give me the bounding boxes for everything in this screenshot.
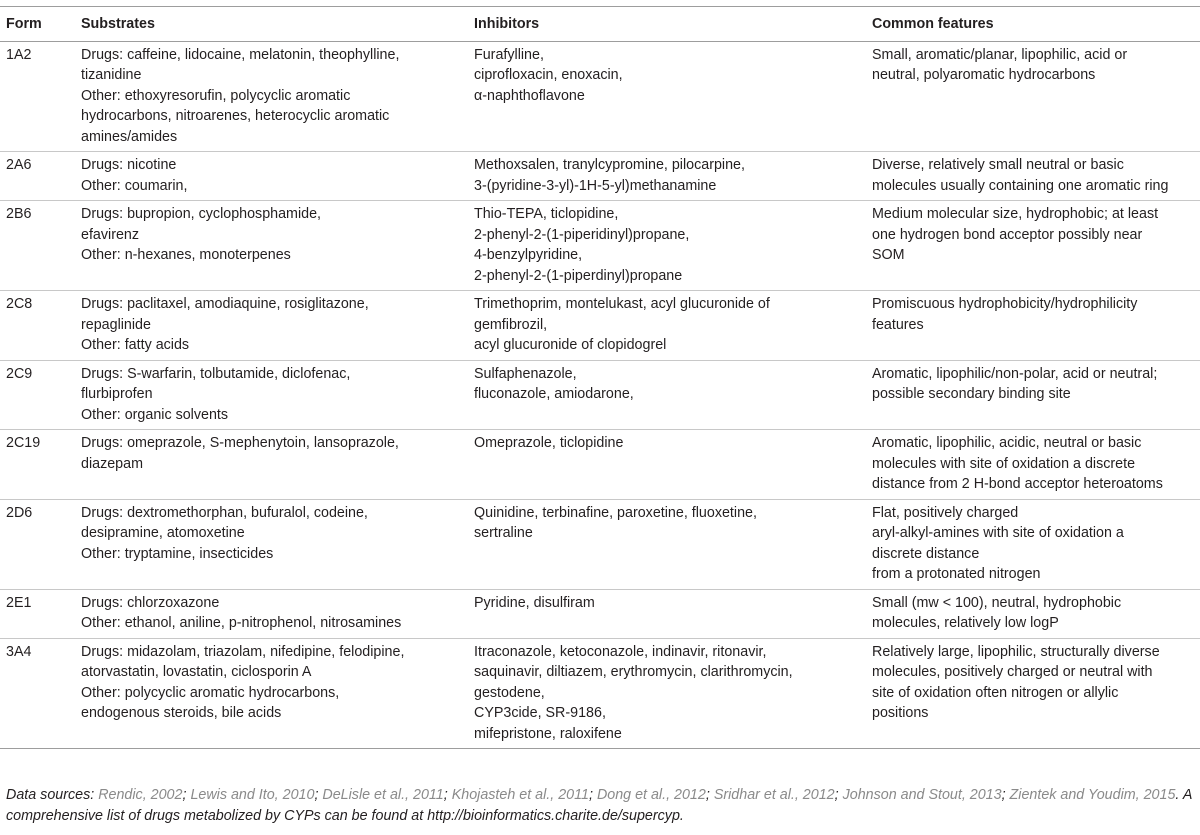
cell-common-features <box>866 201 1200 291</box>
cell-common-features <box>866 430 1200 500</box>
reference-link[interactable]: Khojasteh et al., 2011 <box>451 787 589 803</box>
cell-line: molecules with site of oxidation a discrete <box>872 455 1136 472</box>
cell-substrates <box>75 41 468 152</box>
cell-line: Furafylline, <box>474 46 544 63</box>
cell-form: 2C19 <box>6 435 41 451</box>
cell-line: desipramine, atomoxetine <box>81 525 245 541</box>
cell-line: sertraline <box>474 525 533 541</box>
cell-common-features <box>866 499 1200 589</box>
table-row <box>0 638 1200 749</box>
cell-line: Drugs: S-warfarin, tolbutamide, diclofenac, <box>81 365 351 382</box>
reference-separator: ; <box>314 787 319 803</box>
cell-common-features <box>866 360 1200 430</box>
cell-line: Omeprazole, ticlopidine <box>474 435 624 451</box>
cell-line: Small, aromatic/planar, lipophilic, acid or <box>872 46 1128 63</box>
cell-line: Trimethoprim, montelukast, acyl glucuronide of <box>474 296 770 312</box>
cell-form: 1A2 <box>6 46 32 63</box>
cell-substrates <box>75 291 468 361</box>
footnote-tail: A comprehensive list of drugs metabolized by CYPs can be found at http://bioinformatics.charite.de/supercyp. <box>6 787 1192 824</box>
cell-line: possible secondary binding site <box>872 386 1071 402</box>
cell-substrates <box>75 360 468 430</box>
cell-line: from a protonated nitrogen <box>872 566 1041 582</box>
cell-line: Other: polycyclic aromatic hydrocarbons, <box>81 684 340 701</box>
header-inhibitors: Inhibitors <box>474 16 540 32</box>
cell-line: amines/amides <box>81 128 178 145</box>
header-form: Form <box>6 16 42 32</box>
cell-line: neutral, polyaromatic hydrocarbons <box>872 67 1096 83</box>
cell-line: efavirenz <box>81 226 140 243</box>
cell-substrates <box>75 201 468 291</box>
cell-line: Drugs: dextromethorphan, bufuralol, codeine, <box>81 504 368 521</box>
cell-line: Diverse, relatively small neutral or basic <box>872 157 1124 173</box>
cell-line: flurbiprofen <box>81 386 153 402</box>
cell-line: 2-phenyl-2-(1-piperdinyl)propane <box>474 267 683 284</box>
cell-line: Drugs: chlorzoxazone <box>81 594 220 611</box>
header-row <box>0 7 1200 42</box>
cell-form: 2B6 <box>6 206 32 222</box>
cell-line: fluconazole, amiodarone, <box>474 386 634 402</box>
cell-line: aryl-alkyl-amines with site of oxidation a <box>872 525 1124 541</box>
cell-line: SOM <box>872 247 905 263</box>
cell-line: Other: coumarin, <box>81 177 188 194</box>
cell-line: acyl glucuronide of clopidogrel <box>474 337 667 353</box>
cell-line: repaglinide <box>81 316 151 333</box>
cell-line: features <box>872 316 924 333</box>
table-row <box>0 152 1200 201</box>
cell-common-features <box>866 589 1200 638</box>
cyp-table <box>0 6 1200 749</box>
cell-line: Methoxsalen, tranylcypromine, pilocarpine, <box>474 157 745 173</box>
cell-form: 2D6 <box>6 504 33 521</box>
cell-line: Other: n-hexanes, monoterpenes <box>81 247 291 263</box>
cell-line: Quinidine, terbinafine, paroxetine, fluoxetine, <box>474 504 757 521</box>
header-common-features: Common features <box>872 16 994 32</box>
cell-inhibitors <box>468 430 866 500</box>
cell-form: 3A4 <box>6 643 32 660</box>
cell-line: one hydrogen bond acceptor possibly near <box>872 226 1143 243</box>
cell-line: Other: fatty acids <box>81 337 190 353</box>
table-row <box>0 291 1200 361</box>
cell-line: Small (mw < 100), neutral, hydrophobic <box>872 594 1122 611</box>
cell-line: Aromatic, lipophilic, acidic, neutral or basic <box>872 435 1142 451</box>
cell-form: 2C8 <box>6 296 33 312</box>
cell-line: Other: organic solvents <box>81 406 229 423</box>
cell-line: Other: ethoxyresorufin, polycyclic aromatic <box>81 87 351 104</box>
cell-line: Drugs: omeprazole, S-mephenytoin, lansoprazole, <box>81 435 399 451</box>
reference-link[interactable]: Rendic, 2002 <box>98 787 183 803</box>
reference-link[interactable]: DeLisle et al., 2011 <box>322 787 444 803</box>
reference-separator: ; <box>1001 787 1006 803</box>
cell-line: Promiscuous hydrophobicity/hydrophilicity <box>872 296 1138 312</box>
table-row <box>0 360 1200 430</box>
cell-line: positions <box>872 705 929 721</box>
cell-line: endogenous steroids, bile acids <box>81 705 282 721</box>
cell-line: molecules, relatively low logP <box>872 615 1059 631</box>
cell-line: Medium molecular size, hydrophobic; at least <box>872 206 1159 222</box>
reference-separator: ; <box>588 787 593 803</box>
cell-form: 2C9 <box>6 365 33 382</box>
cell-line: distance from 2 H-bond acceptor heteroatoms <box>872 476 1163 492</box>
cell-line: Flat, positively charged <box>872 504 1019 521</box>
cell-line: tizanidine <box>81 67 142 83</box>
header-substrates: Substrates <box>81 16 155 32</box>
table-row <box>0 589 1200 638</box>
cell-form: 2E1 <box>6 594 32 611</box>
reference-separator: ; <box>443 787 448 803</box>
reference-separator: . <box>1175 787 1180 803</box>
cell-inhibitors <box>468 589 866 638</box>
cell-line: Relatively large, lipophilic, structurally diverse <box>872 643 1160 660</box>
cell-substrates <box>75 430 468 500</box>
cell-line: 3-(pyridine-3-yl)-1H-5-yl)methanamine <box>474 177 717 194</box>
cell-inhibitors <box>468 499 866 589</box>
reference-separator: ; <box>705 787 710 803</box>
cell-inhibitors <box>468 41 866 152</box>
cell-line: CYP3cide, SR-9186, <box>474 705 606 721</box>
cell-common-features <box>866 638 1200 749</box>
cell-line: 2-phenyl-2-(1-piperidinyl)propane, <box>474 226 690 243</box>
cell-line: Drugs: caffeine, lidocaine, melatonin, theophylline, <box>81 46 400 63</box>
cell-inhibitors <box>468 360 866 430</box>
reference-separator: ; <box>834 787 839 803</box>
cell-line: 4-benzylpyridine, <box>474 247 583 263</box>
cell-line: Sulfaphenazole, <box>474 365 577 382</box>
cell-inhibitors <box>468 638 866 749</box>
reference-link[interactable]: Zientek and Youdim, 2015 <box>1009 787 1176 803</box>
reference-link[interactable]: Lewis and Ito, 2010 <box>190 787 315 803</box>
cell-common-features <box>866 291 1200 361</box>
cell-line: discrete distance <box>872 545 980 562</box>
cell-line: ciprofloxacin, enoxacin, <box>474 67 623 83</box>
cell-common-features <box>866 152 1200 201</box>
cell-line: Drugs: paclitaxel, amodiaquine, rosiglitazone, <box>81 296 369 312</box>
cell-inhibitors <box>468 152 866 201</box>
cell-line: site of oxidation often nitrogen or allylic <box>872 684 1119 701</box>
cell-line: molecules, positively charged or neutral with <box>872 664 1153 680</box>
cell-line: diazepam <box>81 455 143 472</box>
table-row <box>0 499 1200 589</box>
table-body <box>0 41 1200 749</box>
cell-line: Other: ethanol, aniline, p-nitrophenol, nitrosamines <box>81 615 402 631</box>
cell-line: gemfibrozil, <box>474 316 548 333</box>
reference-link[interactable]: Johnson and Stout, 2013 <box>842 787 1002 803</box>
cell-line: molecules usually containing one aromatic ring <box>872 177 1169 194</box>
cell-substrates <box>75 638 468 749</box>
cell-substrates <box>75 589 468 638</box>
cell-common-features <box>866 41 1200 152</box>
table-row <box>0 201 1200 291</box>
cell-line: Aromatic, lipophilic/non-polar, acid or neutral; <box>872 365 1158 382</box>
cell-line: atorvastatin, lovastatin, ciclosporin A <box>81 664 312 680</box>
cell-line: Itraconazole, ketoconazole, indinavir, ritonavir, <box>474 643 767 660</box>
cell-inhibitors <box>468 201 866 291</box>
cell-line: Thio-TEPA, ticlopidine, <box>474 206 619 222</box>
cell-line: hydrocarbons, nitroarenes, heterocyclic aromatic <box>81 108 390 124</box>
cell-line: Drugs: midazolam, triazolam, nifedipine, felodipine, <box>81 643 405 660</box>
table-row <box>0 41 1200 152</box>
reference-link[interactable]: Sridhar et al., 2012 <box>713 787 835 803</box>
cell-line: Drugs: nicotine <box>81 157 177 173</box>
cell-form: 2A6 <box>6 157 32 173</box>
footnote-label: Data sources: <box>6 787 95 803</box>
cell-substrates <box>75 499 468 589</box>
footnote-references <box>98 787 1179 803</box>
cell-line: Drugs: bupropion, cyclophosphamide, <box>81 206 322 222</box>
cell-line: gestodene, <box>474 684 545 701</box>
footnote <box>6 785 1196 827</box>
cell-line: α-naphthoflavone <box>474 87 585 104</box>
table-row <box>0 430 1200 500</box>
reference-link[interactable]: Dong et al., 2012 <box>596 787 706 803</box>
cell-line: mifepristone, raloxifene <box>474 725 622 742</box>
cell-inhibitors <box>468 291 866 361</box>
reference-separator: ; <box>182 787 187 803</box>
cell-line: saquinavir, diltiazem, erythromycin, clarithromycin, <box>474 664 793 680</box>
table-header <box>0 7 1200 42</box>
cell-line: Other: tryptamine, insecticides <box>81 545 274 562</box>
cell-substrates <box>75 152 468 201</box>
cell-line: Pyridine, disulfiram <box>474 594 595 611</box>
